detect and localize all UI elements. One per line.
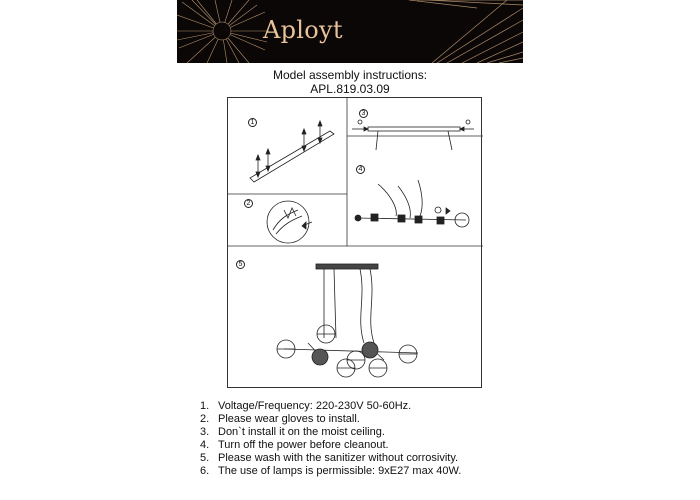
instruction-text: Voltage/Frequency: 220-230V 50-60Hz. bbox=[218, 400, 412, 412]
instruction-item bbox=[200, 452, 461, 465]
step-1-label: 1 bbox=[248, 118, 257, 127]
model-number: APL.819.03.09 bbox=[310, 82, 390, 96]
step3-drawing bbox=[352, 120, 474, 150]
instruction-item bbox=[200, 439, 461, 452]
instruction-item bbox=[200, 426, 461, 439]
brand-banner bbox=[177, 0, 523, 63]
instruction-text: Don`t install it on the moist ceiling. bbox=[218, 425, 385, 438]
instruction-number: 4. bbox=[200, 438, 210, 451]
instruction-text: Please wear gloves to install. bbox=[218, 412, 360, 425]
instruction-text: The use of lamps is permissible: 9xE27 max 40W. bbox=[218, 464, 462, 477]
step2-drawing bbox=[267, 201, 312, 243]
step-3-label: 3 bbox=[359, 109, 368, 118]
instruction-text: Please wash with the sanitizer without corrosivity. bbox=[218, 451, 459, 464]
step-5-label: 5 bbox=[236, 260, 245, 269]
instruction-item bbox=[200, 413, 461, 426]
brand-logo: Aployt bbox=[263, 16, 343, 44]
step5-drawing bbox=[277, 264, 418, 377]
document-title: Model assembly instructions: bbox=[272, 68, 428, 82]
step4-drawing bbox=[355, 180, 469, 227]
step-2-label: 2 bbox=[244, 199, 253, 208]
instruction-number: 5. bbox=[200, 451, 210, 464]
instruction-number: 1. bbox=[200, 400, 210, 412]
instruction-number: 6. bbox=[200, 464, 210, 477]
step1-drawing bbox=[250, 121, 334, 182]
diagram-drawings bbox=[228, 98, 483, 389]
assembly-diagram bbox=[227, 97, 482, 388]
instruction-list bbox=[200, 400, 461, 477]
instruction-text: Turn off the power before cleanout. bbox=[218, 438, 389, 451]
instruction-item bbox=[200, 400, 461, 413]
sunburst-decoration bbox=[177, 0, 523, 63]
step-4-label: 4 bbox=[356, 165, 365, 174]
instruction-item bbox=[200, 465, 461, 478]
instruction-number: 2. bbox=[200, 412, 210, 425]
instruction-number: 3. bbox=[200, 425, 210, 438]
